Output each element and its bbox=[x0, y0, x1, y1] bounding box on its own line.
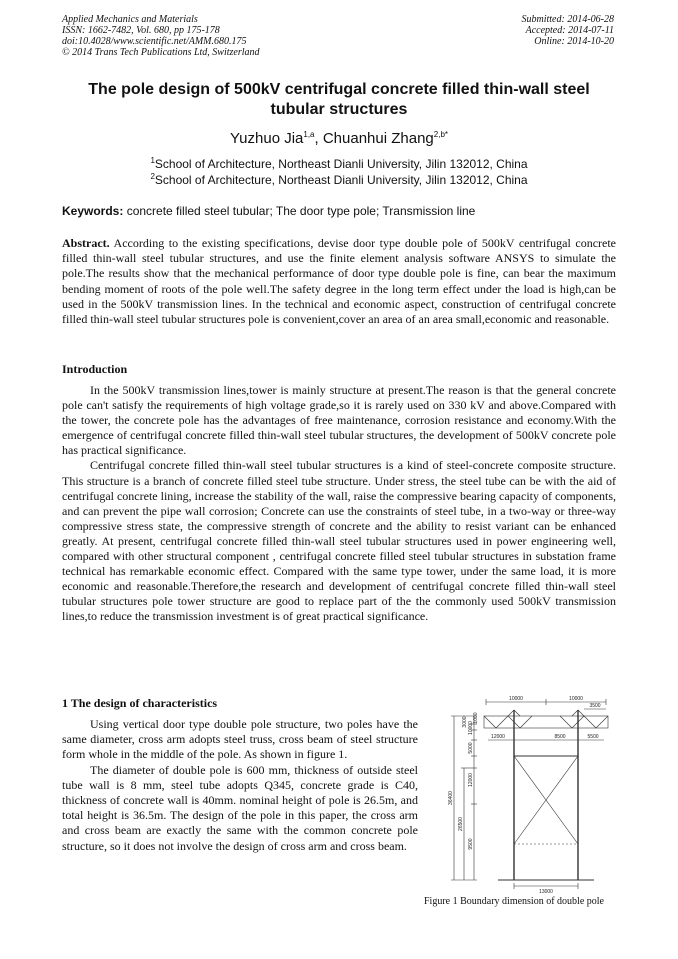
paragraph: In the 500kV transmission lines,tower is mainly structure at present.The reason is that the general concrete pole can't satisfy the requirements of high voltage grade,so it is rarely used on 330 kV and above.Compared with the tower, the concrete pole has the advantages of free maintenance, corrosion resistance and economy.With the emergence of centrifugal concrete filled thin-wall steel tubular structures, the development of 500kV concrete pole has practical significance. bbox=[62, 383, 616, 458]
dimension-label: 8500 bbox=[554, 734, 566, 740]
dimension-label: 9500 bbox=[468, 838, 474, 850]
submitted-date: Submitted: 2014-06-28 bbox=[521, 14, 614, 25]
design-body bbox=[62, 717, 418, 854]
issn-line: ISSN: 1662-7482, Vol. 680, pp 175-178 bbox=[62, 25, 220, 36]
dimension-label: 10000 bbox=[509, 696, 523, 702]
author-affiliation-mark: 1,a bbox=[303, 130, 315, 139]
affiliation-text: School of Architecture, Northeast Dianli University, Jilin 132012, China bbox=[154, 157, 528, 171]
author-affiliation-mark: 2,b* bbox=[433, 130, 448, 139]
journal-header-right bbox=[522, 14, 615, 47]
author-name: Chuanhui Zhang bbox=[322, 130, 434, 147]
accepted-date: Accepted: 2014-07-11 bbox=[525, 25, 614, 36]
dimension-label: 5000 bbox=[468, 742, 474, 754]
paragraph: Centrifugal concrete filled thin-wall steel tubular structures is a kind of steel-concrete composite structure. This structure is a branch of concrete filled steel tube structure. Under stress, the steel tube can be with the aid of centrifugal concrete lining, increase the stability of the wall, raise the compressive bearing capacity of components, and can prevent the pipe wall corrosion; Concrete can use the constraints of steel tube, in a two-way or three-way compressive stress state, the compressive strength of concrete and the ability to resist variant can be enhanced greatly. At present, centrifugal concrete filled thin-wall steel tubular structures used in power engineering well, compared with other structural component , centrifugal concrete filled steel tubular structures in substation frame technical has remarkable economic effect. Compared with the same type tower, under the same load, it is more economic and reasonable.Therefore,the research and development of centrifugal concrete filled thin-wall steel tubular structures pole tower structure are good to replace part of the the commonly used 500kV transmission lines,to reduce the transmission investment is of great practical significance. bbox=[62, 458, 616, 624]
keywords-text: concrete filled steel tubular; The door type pole; Transmission line bbox=[123, 204, 476, 218]
author-list bbox=[62, 130, 616, 147]
author-separator: , bbox=[314, 130, 323, 147]
section-heading-design: 1 The design of characteristics bbox=[62, 696, 218, 710]
dimension-label: 10000 bbox=[569, 696, 583, 702]
dimension-label: 5500 bbox=[587, 734, 599, 740]
dimension-label: 12000 bbox=[468, 773, 474, 787]
abstract-label: Abstract. bbox=[62, 236, 110, 250]
dimension-label: 26500 bbox=[458, 817, 464, 831]
online-date: Online: 2014-10-20 bbox=[534, 36, 614, 47]
paragraph: The diameter of double pole is 600 mm, thickness of outside steel tube wall is 8 mm, steel tube adopts Q345, concrete grade is C40, thickness of concrete wall is 40mm. nominal height of pole is 26.5m, and total height is 36.5m. The design of the pole in this paper, the cross arm and cross beam are exactly the same with the common concrete pole structure, so it does not involve the design of cross arm and cross beam. bbox=[62, 762, 418, 853]
affiliation-number: 2 bbox=[150, 172, 155, 181]
journal-header-left bbox=[62, 14, 260, 58]
copyright-line: © 2014 Trans Tech Publications Ltd, Switzerland bbox=[62, 47, 260, 58]
dimension-label: 10000 bbox=[468, 721, 474, 735]
figure-1-double-pole-drawing bbox=[436, 694, 626, 894]
dimension-label: 3000 bbox=[462, 716, 468, 728]
doi-line: doi:10.4028/www.scientific.net/AMM.680.175 bbox=[62, 36, 247, 47]
keywords-label: Keywords: bbox=[62, 204, 124, 218]
dimension-label: 36400 bbox=[448, 791, 454, 805]
dimension-label: 12000 bbox=[491, 734, 505, 740]
author-name: Yuzhuo Jia bbox=[229, 130, 304, 147]
paper-title: The pole design of 500kV centrifugal concrete filled thin-wall steel tubular structures bbox=[88, 81, 590, 118]
affiliation-number: 1 bbox=[150, 156, 155, 165]
journal-name: Applied Mechanics and Materials bbox=[62, 14, 198, 25]
dimension-label: 3500 bbox=[589, 703, 601, 709]
double-pole-diagram bbox=[436, 694, 626, 894]
abstract-text: According to the existing specifications, devise door type double pole of 500kV centrifugal concrete filled thin-wall steel tubular structures, and use the finite element analysis software ANSYS to simulate the pole.The results show that the mechanical performance of door type double pole is fine, can bear the maximum bending moment of roots of the pole well.The safety degree in the long term effect under the load is high,can be used in the 500kV transmission lines. In the technical and economic aspect, construction of centrifugal concrete filled thin-wall steel tubular structures pole is convenient,cover an area of an area small,economic and reasonable. bbox=[62, 236, 616, 327]
keywords bbox=[62, 204, 616, 218]
section-heading-introduction: Introduction bbox=[62, 362, 128, 376]
affiliation-line bbox=[62, 156, 616, 172]
cross-arm-truss bbox=[484, 716, 608, 728]
paragraph: Using vertical door type double pole structure, two poles have the same diameter, cross arm adopts steel truss, cross beam of steel structure form whole in the middle of the pole. As shown in figure 1. bbox=[62, 717, 418, 762]
affiliations bbox=[62, 156, 616, 188]
figure-caption: Figure 1 Boundary dimension of double pole bbox=[424, 896, 604, 907]
abstract bbox=[62, 236, 616, 327]
dimension-label: 1000 bbox=[473, 712, 479, 724]
introduction-body bbox=[62, 383, 616, 625]
dimension-label: 13000 bbox=[539, 889, 553, 894]
affiliation-text: School of Architecture, Northeast Dianli University, Jilin 132012, China bbox=[154, 173, 528, 187]
affiliation-line bbox=[62, 172, 616, 188]
